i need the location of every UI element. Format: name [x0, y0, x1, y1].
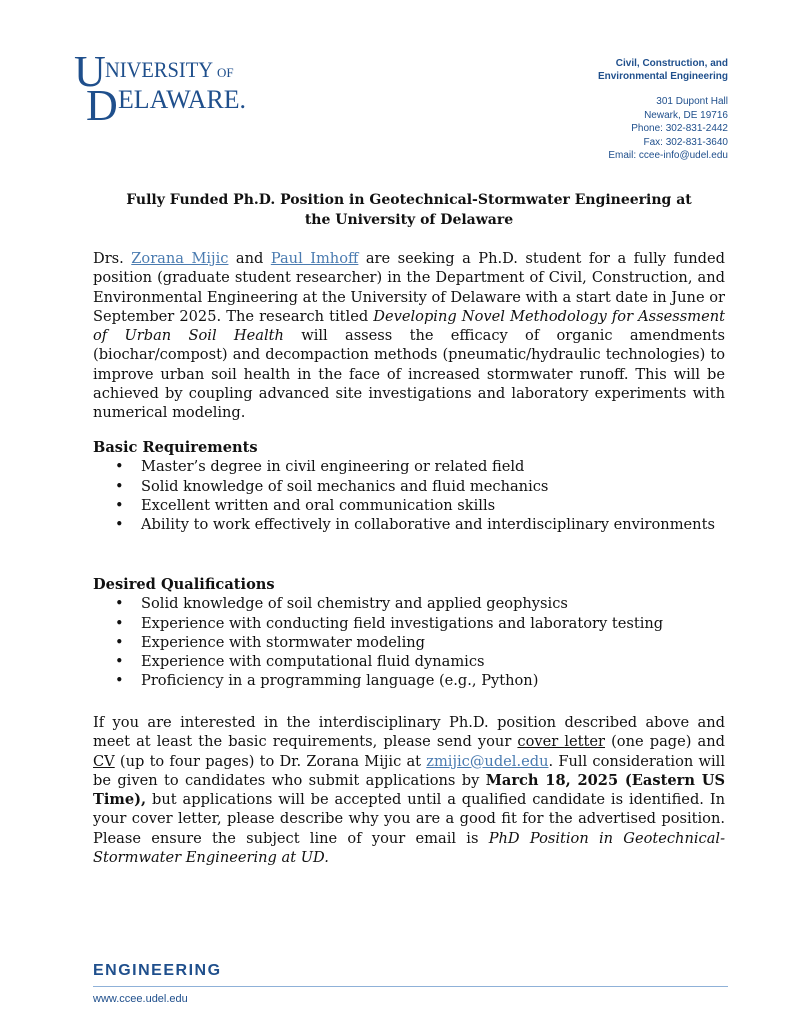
closing-text: (up to four pages) to Dr. Zorana Mijic at	[114, 752, 427, 770]
address-city: Newark, DE 19716	[644, 109, 728, 121]
phone-number: Phone: 302-831-2442	[631, 123, 728, 134]
fax-number: Fax: 302-831-3640	[643, 136, 728, 148]
department-email[interactable]: Email: ccee-info@udel.edu	[608, 150, 728, 161]
page-title	[93, 190, 725, 230]
intro-text: Drs.	[93, 250, 132, 267]
list-item: • Solid knowledge of soil chemistry and applied geophysics	[115, 594, 725, 613]
list-item: • Experience with conducting field investigations and laboratory testing	[115, 614, 725, 633]
logo-letter-u: U	[74, 50, 106, 96]
closing-text: If you are interested in the interdisciplinary Ph.D. position described above and meet at least the basic requirements, please send your	[93, 714, 725, 751]
department-contact-block	[598, 57, 728, 163]
logo-letter-d: D	[86, 81, 118, 126]
list-item: • Master’s degree in civil engineering or related field	[115, 457, 725, 476]
basic-requirements-list	[115, 457, 725, 534]
email-subject-text: PhD Position in Geotechnical-Stormwater Engineering at UD.	[93, 829, 725, 867]
closing-paragraph	[93, 713, 725, 867]
closing-text: . Full consideration will be given to candidates who submit applications by	[93, 752, 725, 789]
intro-text: will assess the efficacy of organic amendments (biochar/compost) and decompaction methods (pneumatic/hydraulic technologies) to improve urban soil health in the face of increased stormwater runoff. This will be achieved by coupling advanced site investigations and laboratory experiments with numerical modeling.	[93, 327, 725, 422]
desired-qualifications-heading: Desired Qualifications	[93, 576, 275, 593]
logo-word-of: OF	[217, 65, 234, 80]
department-name-line1: Civil, Construction, and	[615, 58, 728, 69]
paul-imhoff-link[interactable]: Paul Imhoff	[270, 250, 359, 267]
desired-qualifications-section	[93, 575, 725, 691]
zorana-mijic-link[interactable]: Zorana Mijic	[131, 250, 229, 267]
list-item: • Experience with stormwater modeling	[115, 633, 725, 652]
university-of-delaware-logo	[74, 50, 254, 126]
logo-word-niversity: NIVERSITY	[105, 57, 214, 82]
closing-text: but applications will be accepted until a qualified candidate is identified. In your cover letter, please describe why you are a good fit for the advertised position. Please ensure the subject line of your email is	[93, 791, 725, 847]
zmijic-email-link[interactable]: zmijic@udel.edu	[426, 752, 549, 770]
cover-letter-text: cover letter	[517, 733, 605, 751]
title-line2: the University of Delaware	[304, 212, 514, 228]
list-item: • Ability to work effectively in collaborative and interdisciplinary environments	[115, 515, 725, 534]
closing-text: (one page) and	[605, 733, 726, 751]
basic-requirements-section	[93, 438, 725, 534]
deadline-text: March 18, 2025 (Eastern US Time),	[93, 771, 725, 809]
intro-paragraph	[93, 249, 725, 423]
list-item: • Experience with computational fluid dynamics	[115, 652, 725, 671]
department-name-line2: Environmental Engineering	[597, 71, 728, 82]
list-item: • Excellent written and oral communication skills	[115, 496, 725, 515]
intro-text: are seeking a Ph.D. student for a fully funded position (graduate student researcher) in the Department of Civil, Construction, and Environmental Engineering at the University of Delaware with a start date in June or September 2025. The research titled	[93, 250, 726, 325]
title-line1: Fully Funded Ph.D. Position in Geotechnical-Stormwater Engineering at	[126, 192, 692, 208]
project-title: Developing Novel Methodology for Assessment of Urban Soil Health	[93, 307, 726, 345]
intro-text: and	[228, 250, 271, 267]
list-item: • Solid knowledge of soil mechanics and fluid mechanics	[115, 477, 725, 496]
cv-text: CV	[93, 752, 115, 770]
logo-word-elaware: ELAWARE.	[118, 85, 246, 114]
desired-qualifications-list	[115, 594, 725, 690]
basic-requirements-heading: Basic Requirements	[93, 439, 258, 456]
footer-website-link[interactable]: www.ccee.udel.edu	[93, 993, 188, 1005]
address-street: 301 Dupont Hall	[656, 96, 728, 107]
list-item: • Proficiency in a programming language (e.g., Python)	[115, 671, 725, 690]
footer-divider	[93, 986, 728, 987]
footer-engineering-label: ENGINEERING	[93, 962, 222, 979]
